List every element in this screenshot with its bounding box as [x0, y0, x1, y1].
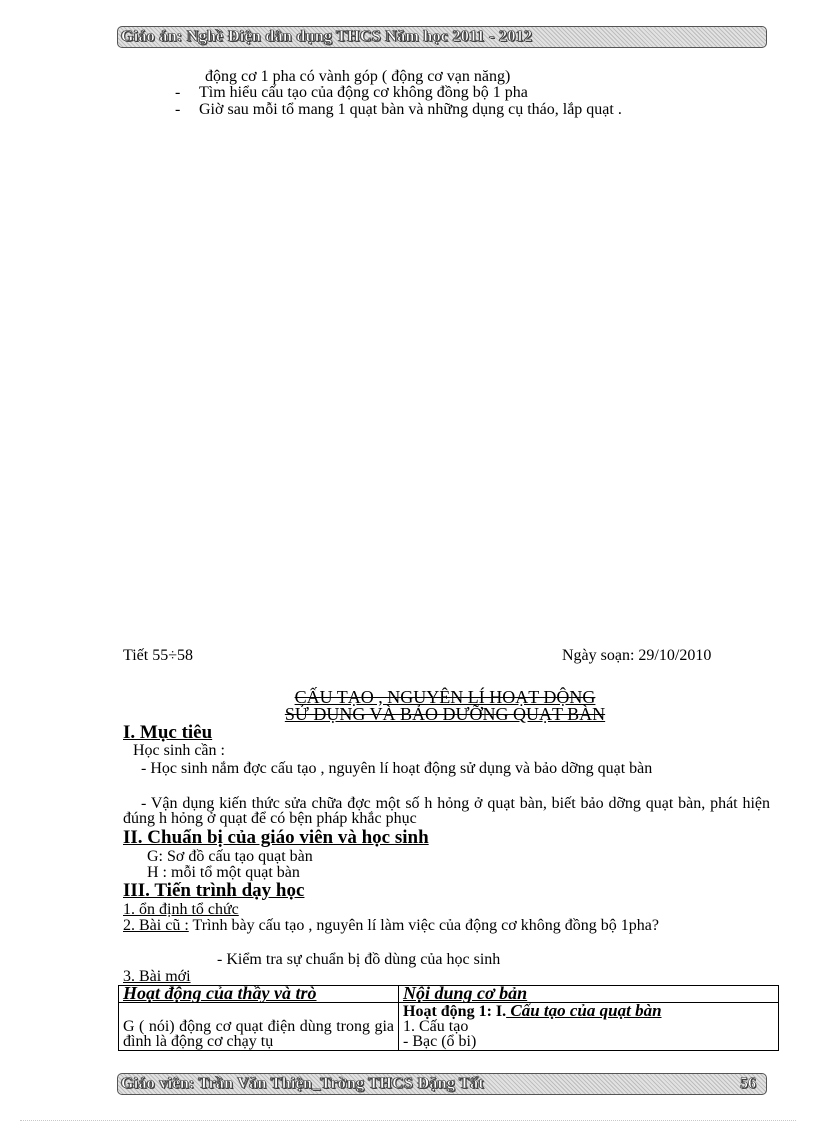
step-1	[123, 902, 239, 917]
step-2	[123, 918, 770, 933]
table-row	[119, 1003, 779, 1051]
activity-label: Hoạt động 1: I.	[403, 1003, 507, 1020]
table-header-content	[399, 983, 779, 1003]
step-2-label: 2. Bài cũ :	[123, 917, 189, 934]
lesson-number: Tiết 55÷58	[123, 647, 193, 664]
step-3	[123, 969, 191, 984]
lesson-title-line-2: SỬ DỤNG VÀ BẢO DƯỠNG QUẠT BÀN	[284, 704, 606, 724]
content-item-2: - Bạc (ổ bi)	[403, 1033, 477, 1050]
section-2-student-prep: H : mỗi tổ một quạt bàn	[147, 864, 300, 881]
top-line-3: Giờ sau mỗi tổ mang 1 quạt bàn và những dụng cụ tháo, lắp quạt .	[199, 101, 622, 118]
section-1-paragraph-1: - Học sinh nắm đợc cấu tạo , nguyên lí hoạt động sử dụng và bảo dỡng quạt bàn	[141, 760, 653, 777]
section-3-heading: III. Tiến trình dạy học	[123, 880, 305, 901]
table-header-row	[119, 986, 779, 1003]
col2-header: Nội dung cơ bản	[403, 983, 528, 1003]
page-bottom-divider	[20, 1120, 796, 1121]
footer-banner-text: Giáo viên: Trần Văn Thiện_Trờng THCS Đặng Tất	[121, 1075, 485, 1092]
step-2-extra: - Kiểm tra sự chuẩn bị đồ dùng của học sinh	[217, 951, 501, 968]
section-1-heading: I. Mục tiêu	[123, 722, 213, 743]
section-2-heading: II. Chuẩn bị của giáo viên và học sinh	[123, 827, 429, 848]
activity-heading	[403, 1003, 774, 1019]
header-banner-text: Giáo án: Nghề Điện dân dụng THCS Năm học 2011 - 2012	[121, 28, 533, 45]
step-3-text: 3. Bài mới	[123, 968, 191, 985]
step-1-text: 1. ổn định tổ chức	[123, 901, 239, 918]
top-line-1: động cơ 1 pha có vành góp ( động cơ vạn năng)	[205, 68, 511, 85]
bullet-2: -	[175, 101, 181, 118]
table-header-teacher-student	[119, 983, 399, 1003]
header-banner	[117, 26, 767, 48]
activity-title: Cấu tạo của quạt bàn	[506, 1001, 662, 1020]
section-1-paragraph-2: - Vận dụng kiến thức sửa chữa đợc một số h hỏng ở quạt bàn, biết bảo dỡng quạt bàn, phát hiện đúng h hỏng ở quạt để có bện pháp khắc phục	[123, 795, 770, 827]
activity-table	[118, 985, 779, 1051]
teacher-cell	[119, 1003, 399, 1051]
prepared-date: Ngày soạn: 29/10/2010	[562, 647, 712, 664]
section-2-teacher-prep: G: Sơ đồ cấu tạo quạt bàn	[147, 848, 313, 865]
footer-banner	[117, 1073, 767, 1095]
top-line-2: Tìm hiểu cấu tạo của động cơ không đồng bộ 1 pha	[199, 84, 528, 101]
section-1-intro: Học sinh cần :	[133, 742, 225, 759]
bullet-1: -	[175, 84, 181, 101]
lesson-title-line-1: CẤU TẠO , NGUYÊN LÍ HOẠT ĐỘNG	[294, 687, 596, 707]
col1-header: Hoạt động của thầy và trò	[123, 983, 317, 1003]
content-cell	[399, 1003, 779, 1051]
page-number: 56	[740, 1075, 756, 1092]
step-2-text: Trình bày cấu tạo , nguyên lí làm việc của động cơ không đồng bộ 1pha?	[188, 917, 659, 934]
teacher-text: G ( nói) động cơ quạt điện dùng trong gia đình là động cơ chạy tụ	[123, 1019, 394, 1050]
content-item-1: 1. Cấu tạo	[403, 1018, 469, 1035]
